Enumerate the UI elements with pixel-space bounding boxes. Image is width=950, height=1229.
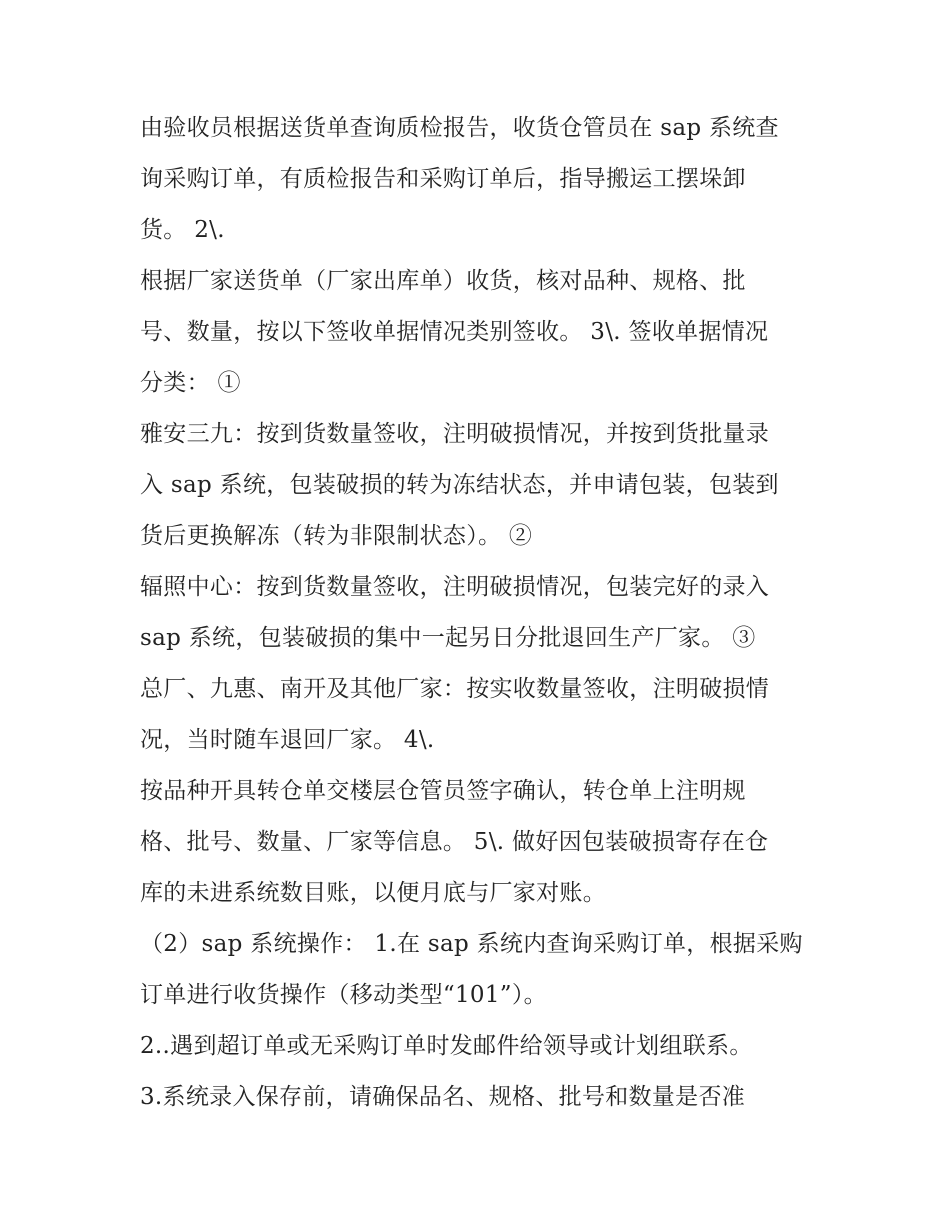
text-line: 总厂、九惠、南开及其他厂家：按实收数量签收，注明破损情: [140, 676, 770, 702]
text-line: 询采购订单，有质检报告和采购订单后，指导搬运工摆垛卸: [140, 166, 746, 192]
text-line: 3.系统录入保存前，请确保品名、规格、批号和数量是否准: [140, 1084, 746, 1110]
text-line: （2）sap 系统操作： 1.在 sap 系统内查询采购订单，根据采购: [140, 931, 803, 957]
text-line: 库的未进系统数目账，以便月底与厂家对账。: [140, 880, 606, 906]
text-line: 辐照中心：按到货数量签收，注明破损情况，包装完好的录入: [140, 574, 770, 600]
text-line: 2..遇到超订单或无采购订单时发邮件给领导或计划组联系。: [140, 1033, 753, 1059]
text-line: 号、数量，按以下签收单据情况类别签收。 3\. 签收单据情况: [140, 319, 769, 345]
body-text: [140, 103, 820, 1123]
text-line: sap 系统，包装破损的集中一起另日分批退回生产厂家。 ③: [140, 625, 756, 651]
text-line: 况，当时随车退回厂家。 4\.: [140, 727, 435, 753]
text-line: 货后更换解冻（转为非限制状态）。 ②: [140, 523, 533, 549]
text-line: 格、批号、数量、厂家等信息。 5\. 做好因包装破损寄存在仓: [140, 829, 769, 855]
text-line: 由验收员根据送货单查询质检报告，收货仓管员在 sap 系统查: [140, 115, 779, 141]
text-line: 按品种开具转仓单交楼层仓管员签字确认，转仓单上注明规: [140, 778, 746, 804]
text-line: 雅安三九：按到货数量签收，注明破损情况，并按到货批量录: [140, 421, 770, 447]
text-line: 货。 2\.: [140, 217, 225, 243]
text-line: 根据厂家送货单（厂家出库单）收货，核对品种、规格、批: [140, 268, 746, 294]
text-line: 入 sap 系统，包装破损的转为冻结状态，并申请包装，包装到: [140, 472, 779, 498]
text-line: 订单进行收货操作（移动类型“101”）。: [140, 982, 547, 1008]
text-line: 分类： ①: [140, 370, 241, 396]
